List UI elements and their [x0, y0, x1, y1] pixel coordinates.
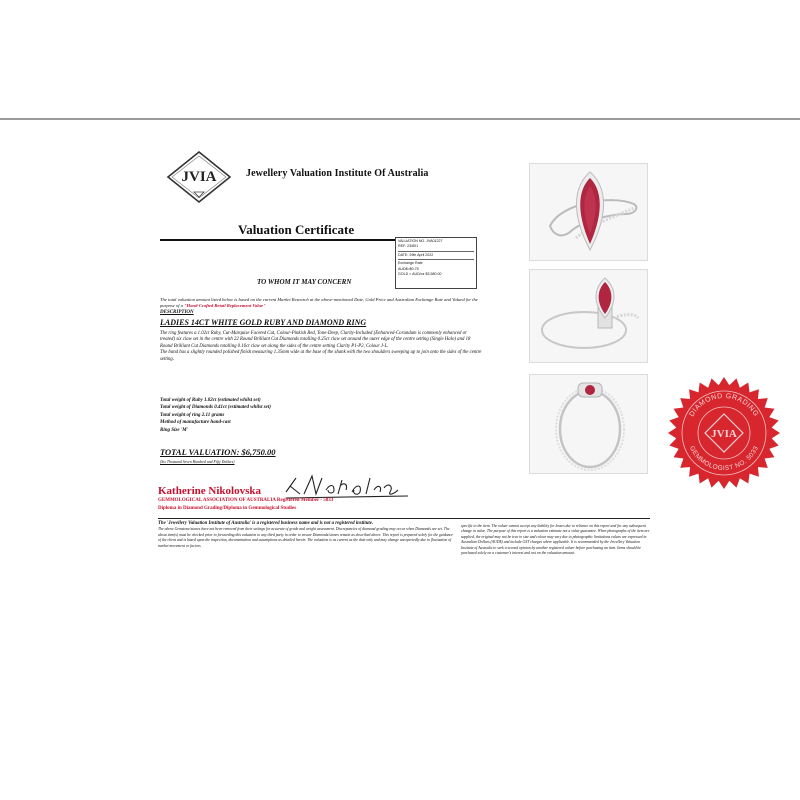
- diploma-text: Diploma in Diamond Grading/Diploma in Gemmological Studies: [158, 506, 297, 511]
- top-border-line: [0, 118, 800, 120]
- jvia-logo: [166, 150, 232, 204]
- weights-list: [160, 397, 271, 434]
- disclaimer-right: specific to the item. The valuer cannot accept any liability for losses due to reliance on this report and for any subsequent change in value. The purpose of this report is a valuation estimate not a value guarantee. When photographs of the item are supplied, the original may not be true to size and colour may vary due to photographic limitations values are expressed in Australian Dollars (AUD$) and include GST charges where applicable. It is recommended by the Jewellery Valuation Institute of Australia to seek a second opinion by another registered valuer before purchasing an item. Items should be purchased solely on a customer's interest and not on the valuation amount.: [461, 524, 650, 556]
- addressee: TO WHOM IT MAY CONCERN: [257, 278, 352, 286]
- weight-ruby: Total weight of Ruby 1.02ct (estimated whilst set): [160, 398, 261, 403]
- institute-name: Jewellery Valuation Institute Of Australia: [246, 168, 429, 179]
- valuation-number: VALUATION NO. JVA01227: [398, 239, 443, 243]
- method-manufacture: Method of manufacture hand-cast: [160, 420, 231, 426]
- total-valuation: TOTAL VALUATION: $6,750.00: [160, 447, 276, 457]
- intro-text: [160, 297, 480, 309]
- seal-top-text: DIAMOND GRADING: [688, 392, 760, 419]
- reference-box: [395, 237, 477, 289]
- disclaimer-left-body: The above Gemstone/stones have not been removed from their settings for accurate of grade and weight assessment. Discrepancies of diamond grading may occur when Diamonds are set. The about item(s) must be checked prior to forwarding this valuation to any third party in order to ensure Diamonds/stones remain as described above. This report is prepared solely for the guidance of the client and is based upon the inspection, documentation and assumptions as detailed herein. The valuation is as current as the date only and may change unexpectedly due to fluctuation of market movement or factors: [158, 527, 453, 548]
- weight-ring: Total weight of ring 2.11 grams: [160, 412, 225, 418]
- ring-photo-front: [529, 374, 648, 474]
- ref-number: REF: 23/801: [398, 244, 419, 249]
- ring-size: Ring Size 'M': [160, 427, 189, 433]
- exchange-rate-label: Exchange Rate: [398, 261, 423, 266]
- signatory-name: Katherine Nikolovska: [158, 485, 261, 497]
- item-description: [160, 331, 482, 363]
- disclaimer-left: [158, 521, 456, 549]
- association-membership: GEMMOLOGICAL ASSOCIATION OF AUSTRALIA Registered Member - 5033: [158, 498, 334, 503]
- intro-body: The total valuation amount listed below is based on the current Market Research at the above-mentioned Date, Gold Price and Australian Exchange Rate and Valued for the purpose of a: [160, 297, 478, 308]
- item-title: LADIES 14CT WHITE GOLD RUBY AND DIAMOND RING: [160, 318, 367, 327]
- valuation-date: DATE: 29th April 2022: [398, 252, 434, 257]
- exchange-rate: AUD$=$0.75: [398, 266, 419, 271]
- red-seal-stamp: [667, 376, 781, 490]
- intro-highlight: "Hand-Crafted Retail Replacement Value": [184, 302, 266, 308]
- description-paragraph-1: The ring features a 1.02ct Ruby, Cut-Marquise Faceted Cut, Colour-Pinkish Red, Tone-Deep, Clarity-Included (Enhanced-Corundum is commonly enhanced or treated) six claw set in the centre with 22 Round Brilliant Cut Diamonds totalling 0.25ct claw set around the outer edge of the centre setting (Single Halo) and 18 Round Brilliant Cut Diamonds totalling 0.16ct claw set along the sides of the centre setting Clarity P1-P2, Colour J-L.: [160, 331, 471, 349]
- weight-diamonds: Total weight of Diamonds 0.41ct (estimated whilst set): [160, 405, 271, 411]
- disclaimer-divider: [158, 518, 650, 519]
- disclaimer-lead: The 'Jewellery Valuation Institute of Australia' is a registered business name and is not a registered institute.: [158, 521, 374, 526]
- title-underline: [160, 239, 396, 241]
- seal-center-text: JVIA: [711, 428, 737, 440]
- certificate-title: Valuation Certificate: [238, 222, 355, 237]
- ring-photo-side: [529, 269, 648, 363]
- description-paragraph-2: The band has a slightly rounded polished finish measuring 1.35mm wide at the base of the shank with the two shoulders sweeping up to join onto the sides of the centre setting.: [160, 350, 482, 362]
- seal-bottom-text: GEMMOLOGIST NO. 5033: [687, 445, 761, 473]
- description-label: DESCRIPTION: [160, 310, 194, 315]
- gold-price: GOLD = AUD/oz $3,580.00: [398, 272, 442, 277]
- logo-text: JVIA: [181, 169, 217, 185]
- ring-photo-top: [529, 163, 648, 261]
- total-valuation-words: (Six Thousand Seven Hundred and Fifty Dollars): [160, 460, 235, 464]
